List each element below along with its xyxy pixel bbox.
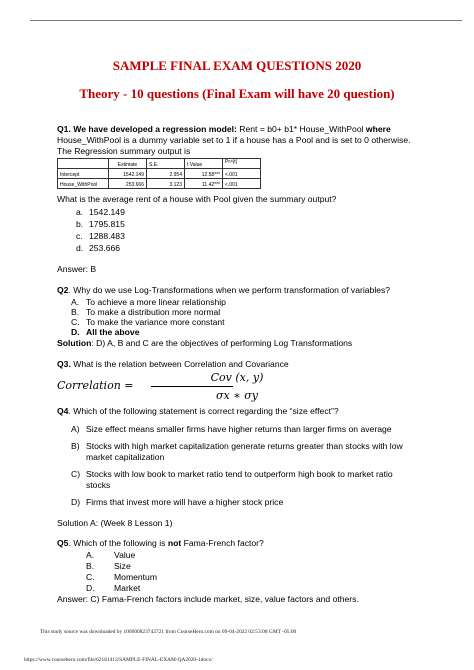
q5-question-not: not — [167, 538, 182, 548]
table-cell: 1542.149 — [109, 169, 147, 179]
table-cell: 11.42*** — [185, 179, 223, 189]
q5-label: Q5 — [57, 538, 69, 548]
formula-denominator: σx ∗ σy — [216, 389, 258, 402]
q4-label: Q4 — [57, 406, 69, 416]
q5-line — [57, 538, 452, 549]
q1-where: where — [365, 124, 391, 134]
q2-solution-text: : D) A, B and C are the objectives of performing Log Transformations — [91, 338, 353, 348]
q1-line3: The Regression summary output is — [57, 146, 191, 156]
table-cell: <.001 — [223, 179, 261, 189]
q2-option-marker: A. — [71, 297, 80, 307]
table-header-cell: t Value — [185, 159, 223, 169]
fraction-bar — [151, 386, 233, 387]
q2-option-text: To make the variance more constant — [86, 317, 225, 327]
table-cell: Intercept — [58, 169, 109, 179]
q1-option-text: 1542.149 — [89, 207, 125, 217]
table-cell: 12.58*** — [185, 169, 223, 179]
q4-option-text: Stocks with high market capitalization generate returns greater than stocks with low — [86, 441, 403, 451]
q1-option-marker: d. — [76, 243, 84, 253]
q1-question: What is the average rent of a house with Pool given the summary output? — [57, 194, 337, 204]
q3-question: What is the relation between Correlation and Covariance — [70, 359, 289, 369]
table-cell: <.001 — [223, 169, 261, 179]
top-rule — [30, 20, 462, 21]
table-header-cell: Estimate — [109, 159, 147, 169]
q4-option-text-cont: stocks — [86, 480, 111, 490]
q1-option-marker: b. — [76, 219, 84, 229]
q3-label: Q3. — [57, 359, 71, 369]
q4-question: . Which of the following statement is correct regarding the “size effect”? — [68, 406, 339, 416]
q5-option-marker: B. — [86, 561, 95, 571]
table-header-cell — [58, 159, 109, 169]
q1-model: Rent = b0+ b1* House_WithPool — [236, 124, 366, 134]
q4-option-marker: D) — [71, 497, 81, 507]
q2-line — [57, 285, 452, 296]
q4-option-text: Size effect means smaller firms have higher returns than larger firms on average — [86, 424, 392, 434]
page-subtitle: Theory - 10 questions (Final Exam will have 20 question) — [79, 86, 395, 101]
q1-option-text: 1795.815 — [89, 219, 125, 229]
download-notice: This study source was downloaded by 100000823742721 from CourseHero.com on 09-04-2022 02:53:08 GMT -05:00 — [40, 629, 297, 635]
q4-option-text: Firms that invest more will have a higher stock price — [86, 497, 284, 507]
table-row — [58, 179, 261, 189]
table-cell: 253.666 — [109, 179, 147, 189]
q5-option-text: Size — [114, 561, 131, 571]
q1-option-text: 1288.483 — [89, 231, 125, 241]
q2-option-marker: C. — [71, 317, 80, 327]
q5-option-marker: D. — [86, 583, 95, 593]
formula-numerator: Cov (x, y) — [210, 371, 264, 384]
q4-option-marker: C) — [71, 469, 81, 479]
q4-solution: Solution A: (Week 8 Lesson 1) — [57, 518, 173, 528]
correlation-formula — [57, 369, 264, 402]
table-cell: 2.954 — [147, 169, 185, 179]
q5-option-marker: C. — [86, 572, 95, 582]
q2-solution — [57, 338, 452, 349]
q4-option-text-cont: market capitalization — [86, 452, 165, 462]
table-row — [58, 169, 261, 179]
q1-option-marker: c. — [76, 231, 83, 241]
table-header-cell: Pr>|t| — [223, 159, 261, 169]
q5-option-text: Market — [114, 583, 141, 593]
q2-option-marker: B. — [71, 307, 80, 317]
q2-option-marker: D. — [71, 327, 80, 337]
q5-answer: Answer: C) Fama-French factors include market, size, value factors and others. — [57, 594, 359, 604]
source-url-link[interactable]: https://www.coursehero.com/file/62181413/SAMPLE-FINAL-EXAM-QA2020-1docx/ — [24, 657, 213, 663]
q1-option-marker: a. — [76, 207, 84, 217]
q2-solution-label: Solution — [57, 338, 92, 348]
q4-option-marker: A) — [71, 424, 80, 434]
table-header-cell: S.E. — [147, 159, 185, 169]
q2-option-text: All the above — [86, 327, 140, 337]
q4-line — [57, 406, 452, 417]
q5-option-text: Momentum — [114, 572, 157, 582]
q5-question-post: Fama-French factor? — [181, 538, 264, 548]
q3-line — [57, 359, 452, 370]
q2-label: Q2 — [57, 285, 69, 295]
regression-summary-table — [57, 158, 261, 189]
q1-lead: We have developed a regression model: — [73, 124, 237, 134]
q1-line2: House_WithPool is a dummy variable set to 1 if a house has a Pool and is set to 0 otherwise. — [57, 135, 411, 145]
formula-lhs: Correlation = — [57, 379, 134, 392]
q2-option-text: To achieve a more linear relationship — [86, 297, 226, 307]
q2-question: . Why do we use Log-Transformations when we perform transformation of variables? — [68, 285, 391, 295]
page-title: SAMPLE FINAL EXAM QUESTIONS 2020 — [112, 58, 362, 73]
q1-option-text: 253.666 — [89, 243, 121, 253]
q2-option-text: To make a distribution more normal — [86, 307, 221, 317]
q1-label: Q1. — [57, 124, 71, 134]
q5-option-text: Value — [114, 550, 136, 560]
q5-question-pre: . Which of the following is — [68, 538, 168, 548]
q4-option-text: Stocks with low book to market ratio tend to outperform high book to market ratio — [86, 469, 393, 479]
table-cell: 3.123 — [147, 179, 185, 189]
table-cell: House_WithPool — [58, 179, 109, 189]
table-header-row — [58, 159, 261, 169]
q1-answer: Answer: B — [57, 264, 97, 274]
q1-line1 — [57, 124, 452, 135]
q5-option-marker: A. — [86, 550, 95, 560]
q4-option-marker: B) — [71, 441, 80, 451]
